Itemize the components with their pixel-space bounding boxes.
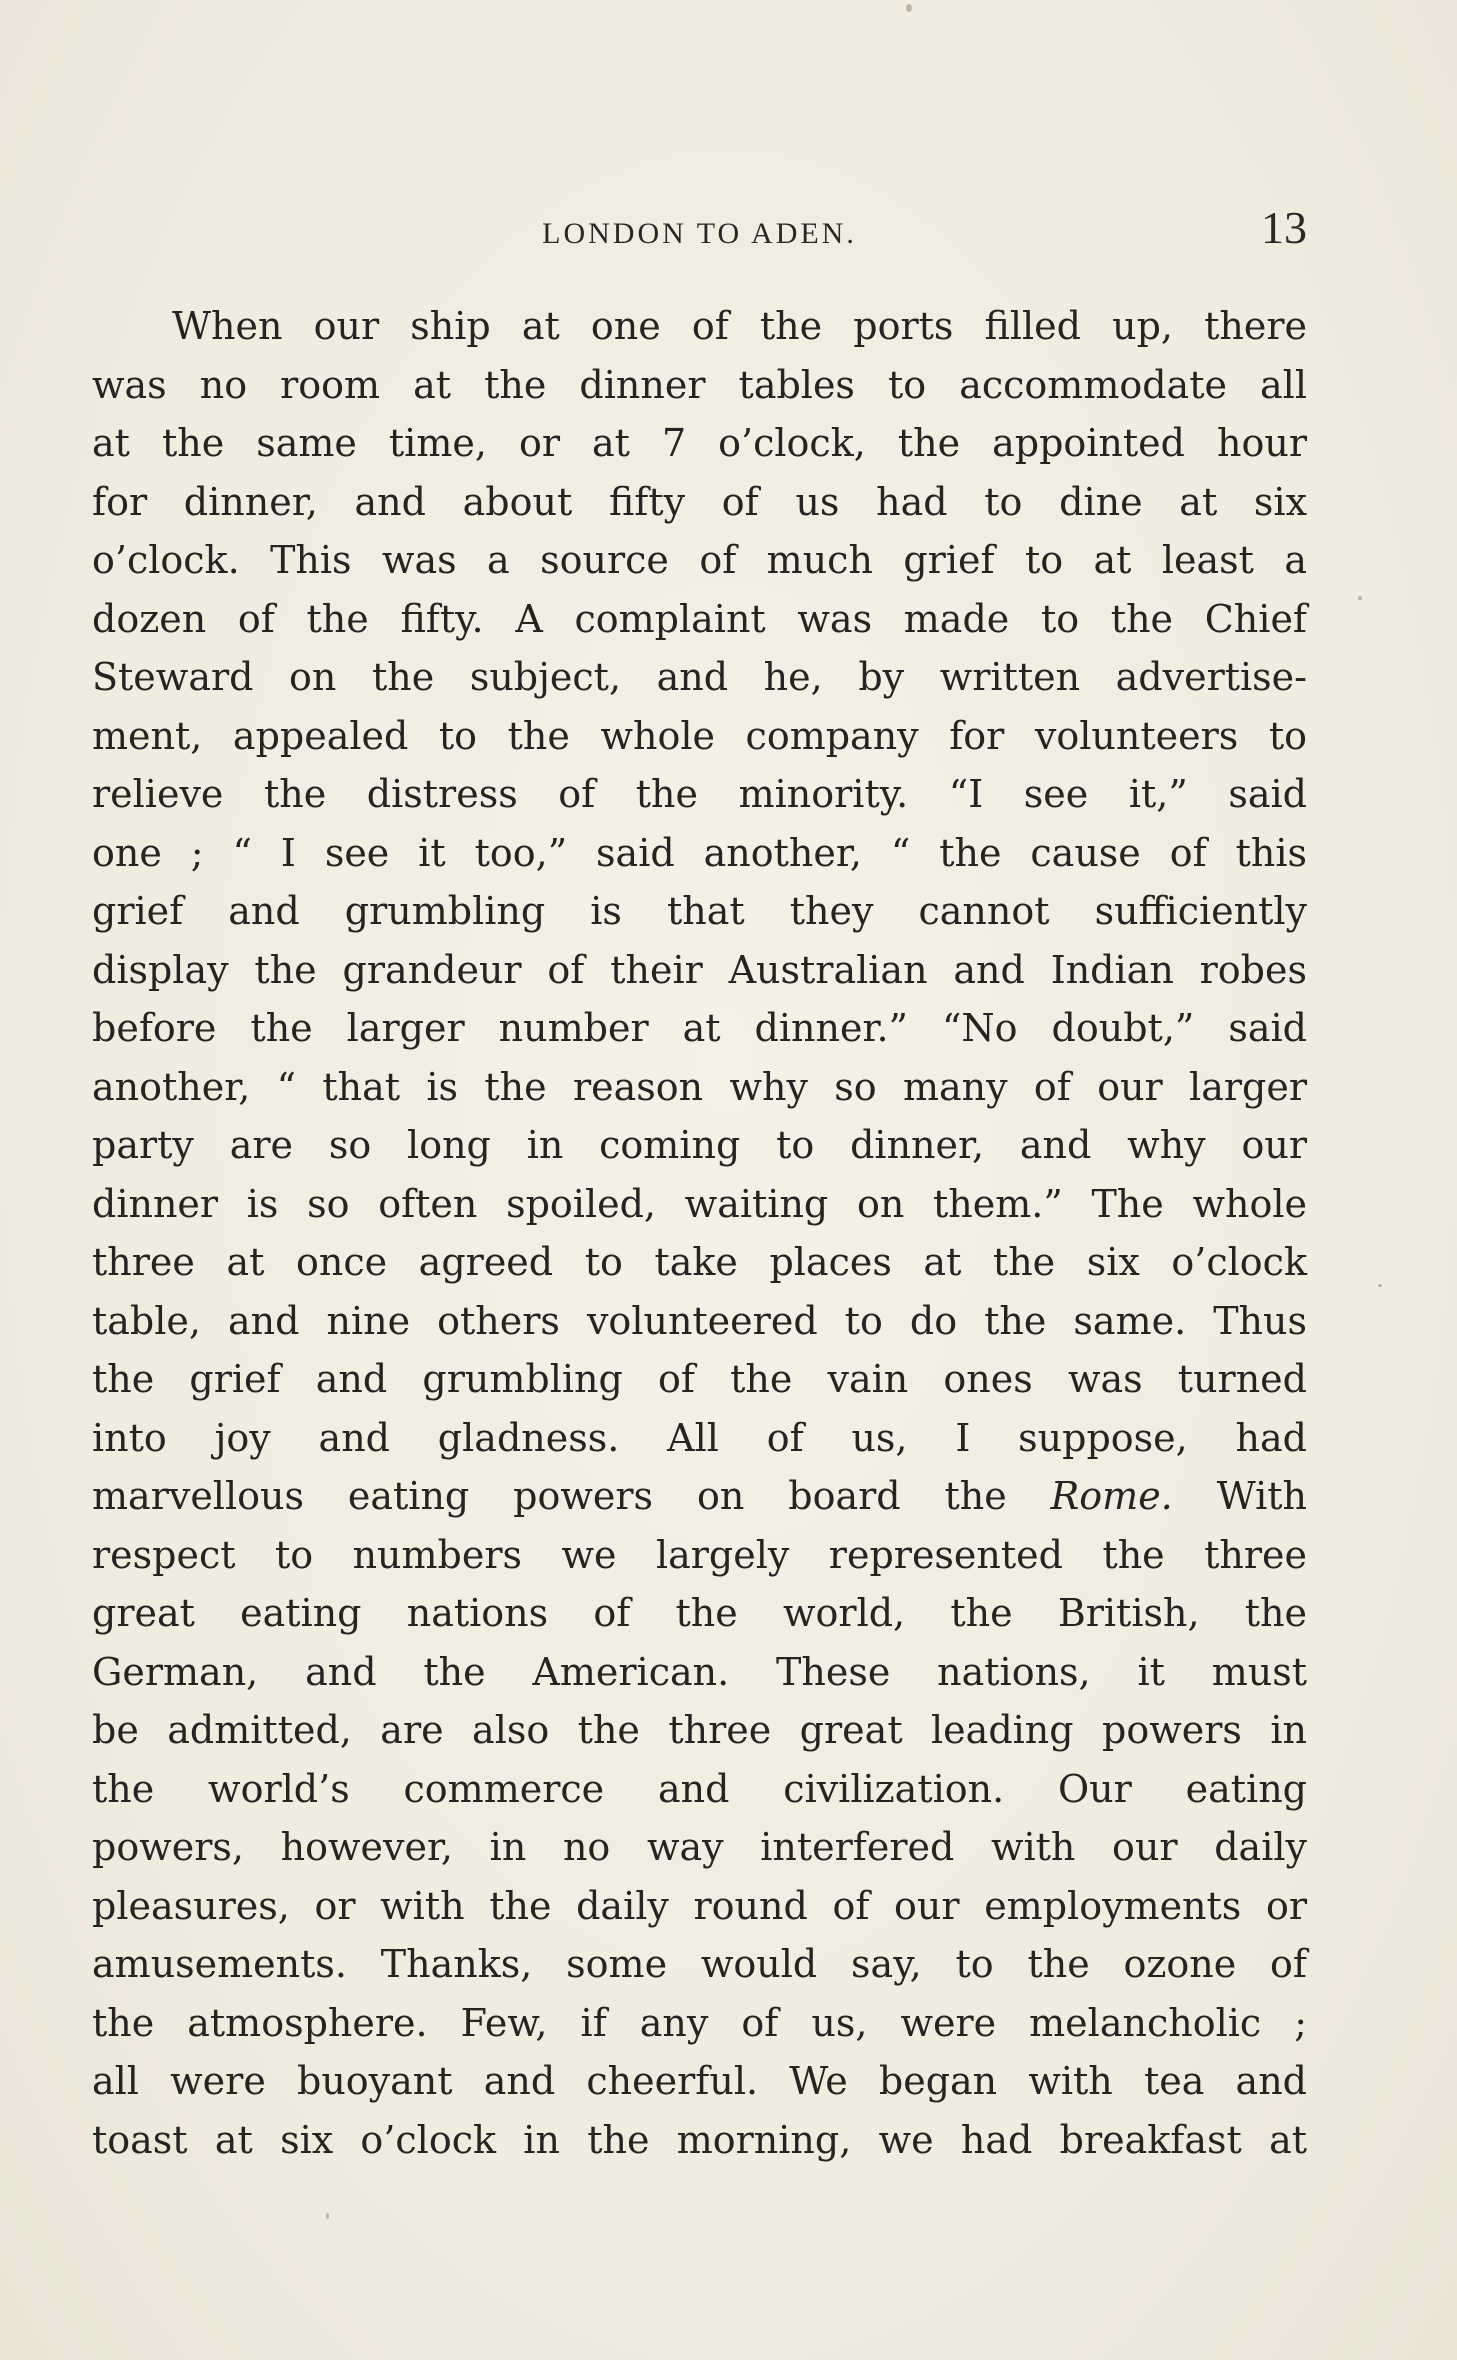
ship-name: Rome. (1050, 1474, 1173, 1518)
text-line: party are so long in coming to dinner, and why our (92, 1123, 1307, 1167)
paper-speck (1358, 596, 1362, 600)
text-line: one ; “ I see it too,” said another, “ the cause of this (92, 830, 1307, 875)
text-line: another, “ that is the reason why so many of our larger (92, 1064, 1307, 1109)
text-line: dozen of the fifty. A complaint was made to the Chief (92, 596, 1307, 641)
text-line: all were buoyant and cheerful. We began with tea and (92, 2059, 1307, 2103)
text-line: German, and the American. These nations, it must (92, 1649, 1307, 1694)
page-number: 13 (1261, 202, 1307, 253)
text-line: table, and nine others volunteered to do the same. Thus (92, 1298, 1307, 1343)
text-line: grief and grumbling is that they cannot sufficiently (92, 889, 1307, 933)
text-line: o’clock. This was a source of much grief to at least a (92, 538, 1307, 582)
text-line: the atmosphere. Few, if any of us, were melancholic ; (92, 2000, 1307, 2045)
text-segment: With (1216, 1474, 1307, 1518)
text-line: the world’s commerce and civilization. Our eating (92, 1766, 1307, 1811)
text-line: display the grandeur of their Australian and Indian robes (92, 947, 1307, 992)
text-line: three at once agreed to take places at the six o’clock (92, 1240, 1307, 1284)
running-title: LONDON TO ADEN. (542, 217, 857, 250)
text-line: at the same time, or at 7 o’clock, the appointed hour (92, 421, 1307, 465)
text-line: for dinner, and about fifty of us had to dine at six (92, 479, 1307, 524)
running-head (92, 192, 1307, 262)
text-line (92, 1467, 1307, 1526)
text-line: Steward on the subject, and he, by written advertise- (92, 655, 1307, 699)
text-line: the grief and grumbling of the vain ones was turned (92, 1357, 1307, 1401)
text-segment: marvellous eating powers on board the (92, 1474, 1007, 1518)
text-line: great eating nations of the world, the British, the (92, 1591, 1307, 1635)
text-line: dinner is so often spoiled, waiting on them.” The whole (92, 1181, 1307, 1226)
text-line: amusements. Thanks, some would say, to the ozone of (92, 1942, 1307, 1986)
text-line: into joy and gladness. All of us, I suppose, had (92, 1415, 1307, 1460)
text-line: was no room at the dinner tables to accommodate all (92, 362, 1307, 407)
text-line: respect to numbers we largely represented the three (92, 1532, 1307, 1577)
text-line: powers, however, in no way interfered with our daily (92, 1825, 1307, 1869)
paper-speck (1378, 1284, 1382, 1287)
text-line: ment, appealed to the whole company for volunteers to (92, 713, 1307, 758)
text-line: before the larger number at dinner.” “No doubt,” said (92, 1006, 1307, 1050)
paper-speck (906, 4, 912, 12)
text-line: relieve the distress of the minority. “I see it,” said (92, 772, 1307, 816)
text-line: toast at six o’clock in the morning, we had breakfast at (92, 2117, 1307, 2162)
text-line: be admitted, are also the three great leading powers in (92, 1708, 1307, 1752)
body-text (92, 297, 1307, 2169)
text-line: pleasures, or with the daily round of our employments or (92, 1883, 1307, 1928)
text-line: When our ship at one of the ports filled up, there (172, 304, 1307, 348)
paper-speck (326, 2213, 329, 2219)
